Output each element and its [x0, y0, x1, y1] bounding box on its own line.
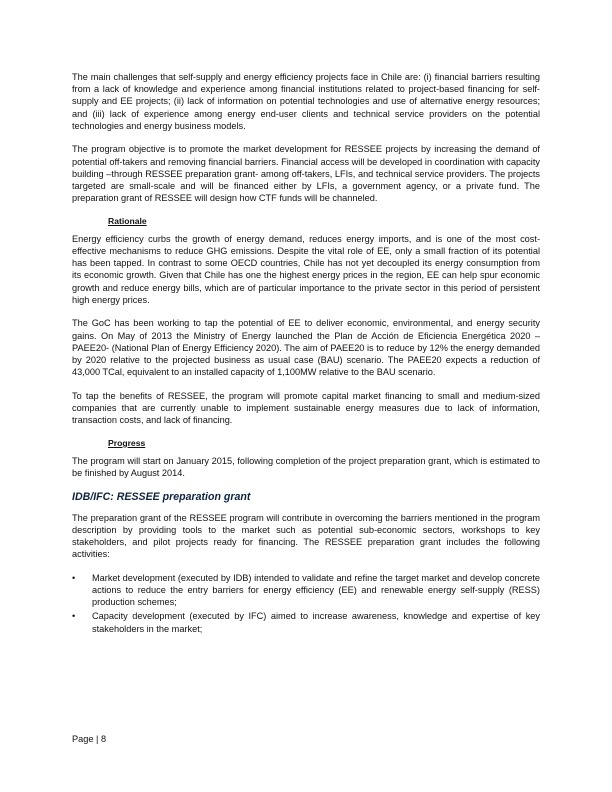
page-number: Page | 8 — [72, 734, 107, 744]
rationale-paragraph-2: The GoC has been working to tap the potential of EE to deliver economic, environmental, and energy security gains. On May of 2013 the Ministry of Energy launched the Plan de Acción de Eficiencia Energética 2020 –PAEE20- (National Plan of Energy Efficiency 2020). The aim of PAEE20 is to reduce by 12% the energy demanded by 2020 relative to the projected business as usual case (BAU) scenario. The PAEE20 expects a reduction of 43,000 TCal, equivalent to an installed capacity of 1,100MW relative to the BAU scenario. — [72, 318, 540, 378]
rationale-heading: Rationale — [108, 215, 147, 226]
bullet-icon: • — [72, 572, 76, 583]
intro-paragraph-objective: The program objective is to promote the market development for RESSEE projects by increasing the demand of potential off-takers and removing financial barriers. Financial access will be developed in coordination with capacity building –through RESSEE preparation grant- among off-takers, LFIs, and technical service providers. The projects targeted are small-scale and will be financed either by LFIs, a government agency, or a private fund. The preparation grant of RESSEE will design how CTF funds will be channeled. — [72, 144, 540, 204]
intro-paragraph-challenges: The main challenges that self-supply and energy efficiency projects face in Chile are: (i) financial barriers resulting from a lack of knowledge and experience among financial institutions related to project-based financing for self-supply and EE projects; (ii) lack of information on potential technologies and use of alternative energy resources; and (iii) lack of experience among energy end-user clients and technical service providers on the potential technologies and energy business models. — [72, 72, 540, 131]
grant-section-title: IDB/IFC: RESSEE preparation grant — [72, 490, 251, 503]
list-item-text: Market development (executed by IDB) intended to validate and refine the target market and develop concrete actions to reduce the entry barriers for energy efficiency (EE) and renewable energy self-supply (RESS) production schemes; — [92, 572, 540, 608]
rationale-paragraph-1: Energy efficiency curbs the growth of energy demand, reduces energy imports, and is one of the most cost-effective mechanisms to reduce GHG emissions. Despite the vital role of EE, only a small fraction of its potential has been tapped. In contrast to some OECD countries, Chile has not yet decoupled its energy consumption from its economic growth. Given that Chile has one the highest energy prices in the region, EE can help spur economic growth and reduce energy bills, which are of particular importance to the private sector in this period of persistent high energy prices. — [72, 233, 540, 305]
list-item — [72, 572, 540, 609]
page-content — [72, 71, 540, 637]
grant-paragraph: The preparation grant of the RESSEE program will contribute in overcoming the barriers mentioned in the program description by providing tools to the market such as potential sub-economic sectors, workshops to key stakeholders, and pilot projects ready for financing. The RESSEE preparation grant includes the following activities: — [72, 512, 540, 560]
list-item — [72, 610, 540, 634]
activities-list — [72, 572, 540, 635]
bullet-icon: • — [72, 611, 76, 622]
progress-heading: Progress — [108, 437, 146, 448]
progress-paragraph: The program will start on January 2015, following completion of the project preparation grant, which is estimated to be finished by August 2014. — [72, 455, 540, 479]
list-item-text: Capacity development (executed by IFC) aimed to increase awareness, knowledge and expertise of key stakeholders in the market; — [92, 611, 540, 634]
rationale-paragraph-3: To tap the benefits of RESSEE, the program will promote capital market financing to small and medium-sized companies that are currently unable to implement sustainable energy measures due to lack of information, transaction costs, and lack of financing. — [72, 390, 540, 426]
